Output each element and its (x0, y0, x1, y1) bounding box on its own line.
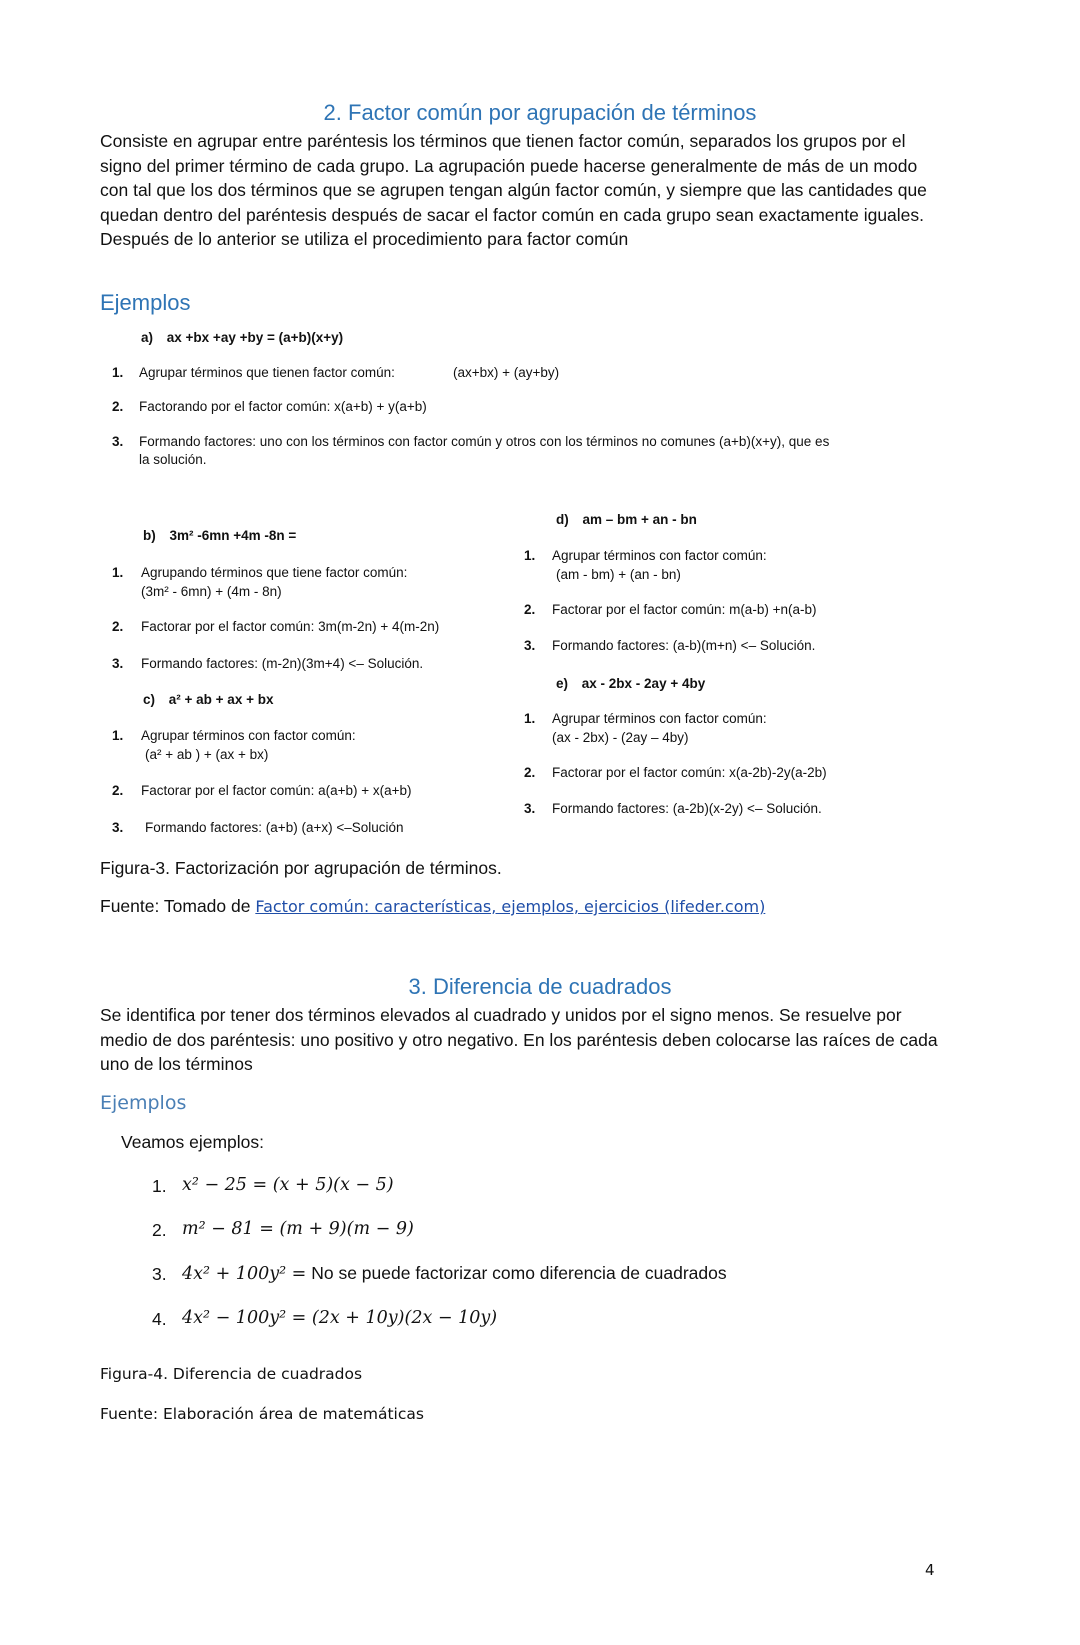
example-a-step-2-text: Factorando por el factor común: x(a+b) + y(a+b) (139, 399, 427, 414)
section-2-intro: Consiste en agrupar entre paréntesis los términos que tienen factor común, separados los grupos por el signo del primer término de cada grupo. La agrupación puede hacerse generalmente de más de un modo con tal que los dos términos que se agrupen tengan algún factor común, y siempre que las cantidades que quedan dentro del paréntesis después de sacar el factor común en cada grupo sean exactamente iguales. Después de lo anterior se utiliza el procedimiento para factor común (100, 131, 927, 249)
example-d-step-1-number: 1. (524, 548, 536, 563)
dc-item-4-expression: 4x² − 100y² = (2x + 10y)(2x − 10y) (182, 1308, 498, 1328)
example-b-expression: 3m² -6mn +4m -8n = (169, 528, 297, 543)
example-e-expression: ax - 2bx - 2ay + 4by (581, 676, 706, 691)
example-b-step-2-text: Factorar por el factor común: 3m(m-2n) + 4(m-2n) (141, 619, 440, 634)
section-3-intro: Se identifica por tener dos términos elevados al cuadrado y unidos por el signo menos. Se resuelve por medio de dos paréntesis: uno positivo y otro negativo. En los paréntesis deben colocarse las raíces de cada uno de los términos (100, 1005, 938, 1074)
dc-item-3-text: No se puede factorizar como diferencia de cuadrados (311, 1263, 727, 1283)
example-c-step-1-text: Agrupar términos con factor común: (141, 728, 356, 743)
dc-item-1-number: 1. (152, 1176, 167, 1196)
examples-lead: Veamos ejemplos: (121, 1132, 264, 1152)
example-c-step-3-text: Formando factores: (a+b) (a+x) <–Solución (145, 820, 404, 835)
example-c-step-1-number: 1. (112, 728, 124, 743)
dc-item-3-row (182, 1263, 727, 1284)
example-b-label: b) (143, 528, 156, 543)
figure-3-source-link[interactable]: Factor común: características, ejemplos, ejercicios (lifeder.com) (255, 897, 766, 916)
example-d-step-2-text: Factorar por el factor común: m(a-b) +n(a-b) (552, 602, 817, 617)
example-a-label: a) (141, 330, 154, 345)
example-e-step-1-text-cont: (ax - 2bx) - (2ay – 4by) (552, 730, 689, 745)
dc-item-2-number: 2. (152, 1220, 167, 1240)
example-e-step-2-text: Factorar por el factor común: x(a-2b)-2y(a-2b) (552, 765, 827, 780)
example-c-step-1-text-cont: (a² + ab ) + (ax + bx) (145, 747, 269, 762)
section-3-examples-heading: Ejemplos (100, 1092, 187, 1114)
example-e-step-3-number: 3. (524, 801, 536, 816)
example-b-step-1-number: 1. (112, 565, 124, 580)
example-d-step-3-number: 3. (524, 638, 536, 653)
section-3-title: 3. Diferencia de cuadrados (408, 974, 672, 999)
example-b-title (143, 528, 296, 543)
figure-3-source-prefix: Fuente: Tomado de (100, 896, 256, 916)
example-a-step-3-text-cont: la solución. (139, 452, 207, 467)
figure-4-source: Fuente: Elaboración área de matemáticas (100, 1405, 424, 1423)
example-d-step-1-text-cont: (am - bm) + (an - bn) (556, 567, 681, 582)
example-a-step-2-number: 2. (112, 399, 124, 414)
figure-3-source (100, 896, 765, 917)
example-c-step-3-number: 3. (112, 820, 124, 835)
example-e-step-1-text: Agrupar términos con factor común: (552, 711, 767, 726)
example-d-expression: am – bm + an - bn (582, 512, 697, 527)
example-c-title (143, 692, 273, 707)
example-b-step-1-text-cont: (3m² - 6mn) + (4m - 8n) (141, 584, 282, 599)
example-a-step-1-grouping: (ax+bx) + (ay+by) (453, 365, 560, 380)
example-c-expression: a² + ab + ax + bx (168, 692, 274, 707)
example-e-step-1-number: 1. (524, 711, 536, 726)
section-2-examples-heading: Ejemplos (100, 290, 191, 315)
figure-4-caption: Figura-4. Diferencia de cuadrados (100, 1365, 363, 1383)
example-c-step-2-number: 2. (112, 783, 124, 798)
figure-3-caption: Figura-3. Factorización por agrupación de términos. (100, 858, 502, 878)
example-c-label: c) (143, 692, 156, 707)
example-b-step-3-number: 3. (112, 656, 124, 671)
example-a-step-1-number: 1. (112, 365, 124, 380)
example-a-step-3-text: Formando factores: uno con los términos con factor común y otros con los términos no comunes (a+b)(x+y), que es (139, 434, 830, 449)
example-a-step-3-number: 3. (112, 434, 124, 449)
dc-item-2-expression: m² − 81 = (m + 9)(m − 9) (182, 1219, 414, 1239)
dc-item-3-number: 3. (152, 1264, 167, 1284)
example-a-step-1-text: Agrupar términos que tienen factor común: (139, 365, 395, 380)
example-b-step-2-number: 2. (112, 619, 124, 634)
example-b-step-1-text: Agrupando términos que tiene factor común: (141, 565, 408, 580)
example-b-step-3-text: Formando factores: (m-2n)(3m+4) <– Solución. (141, 656, 424, 671)
dc-item-4-number: 4. (152, 1309, 167, 1329)
example-d-label: d) (556, 512, 569, 527)
dc-item-3-expression: 4x² + 100y² = (182, 1264, 307, 1284)
example-d-step-3-text: Formando factores: (a-b)(m+n) <– Solución. (552, 638, 816, 653)
example-a-title (141, 330, 343, 345)
example-d-step-2-number: 2. (524, 602, 536, 617)
example-e-step-3-text: Formando factores: (a-2b)(x-2y) <– Solución. (552, 801, 822, 816)
example-e-step-2-number: 2. (524, 765, 536, 780)
example-a-expression: ax +bx +ay +by = (a+b)(x+y) (166, 330, 344, 345)
example-d-step-1-text: Agrupar términos con factor común: (552, 548, 767, 563)
page-number: 4 (925, 1561, 935, 1579)
example-e-title (556, 676, 705, 691)
dc-item-1-expression: x² − 25 = (x + 5)(x − 5) (182, 1175, 394, 1195)
example-e-label: e) (556, 676, 569, 691)
section-2-title: 2. Factor común por agrupación de términos (323, 100, 757, 125)
example-c-step-2-text: Factorar por el factor común: a(a+b) + x(a+b) (141, 783, 412, 798)
example-d-title (556, 512, 697, 527)
